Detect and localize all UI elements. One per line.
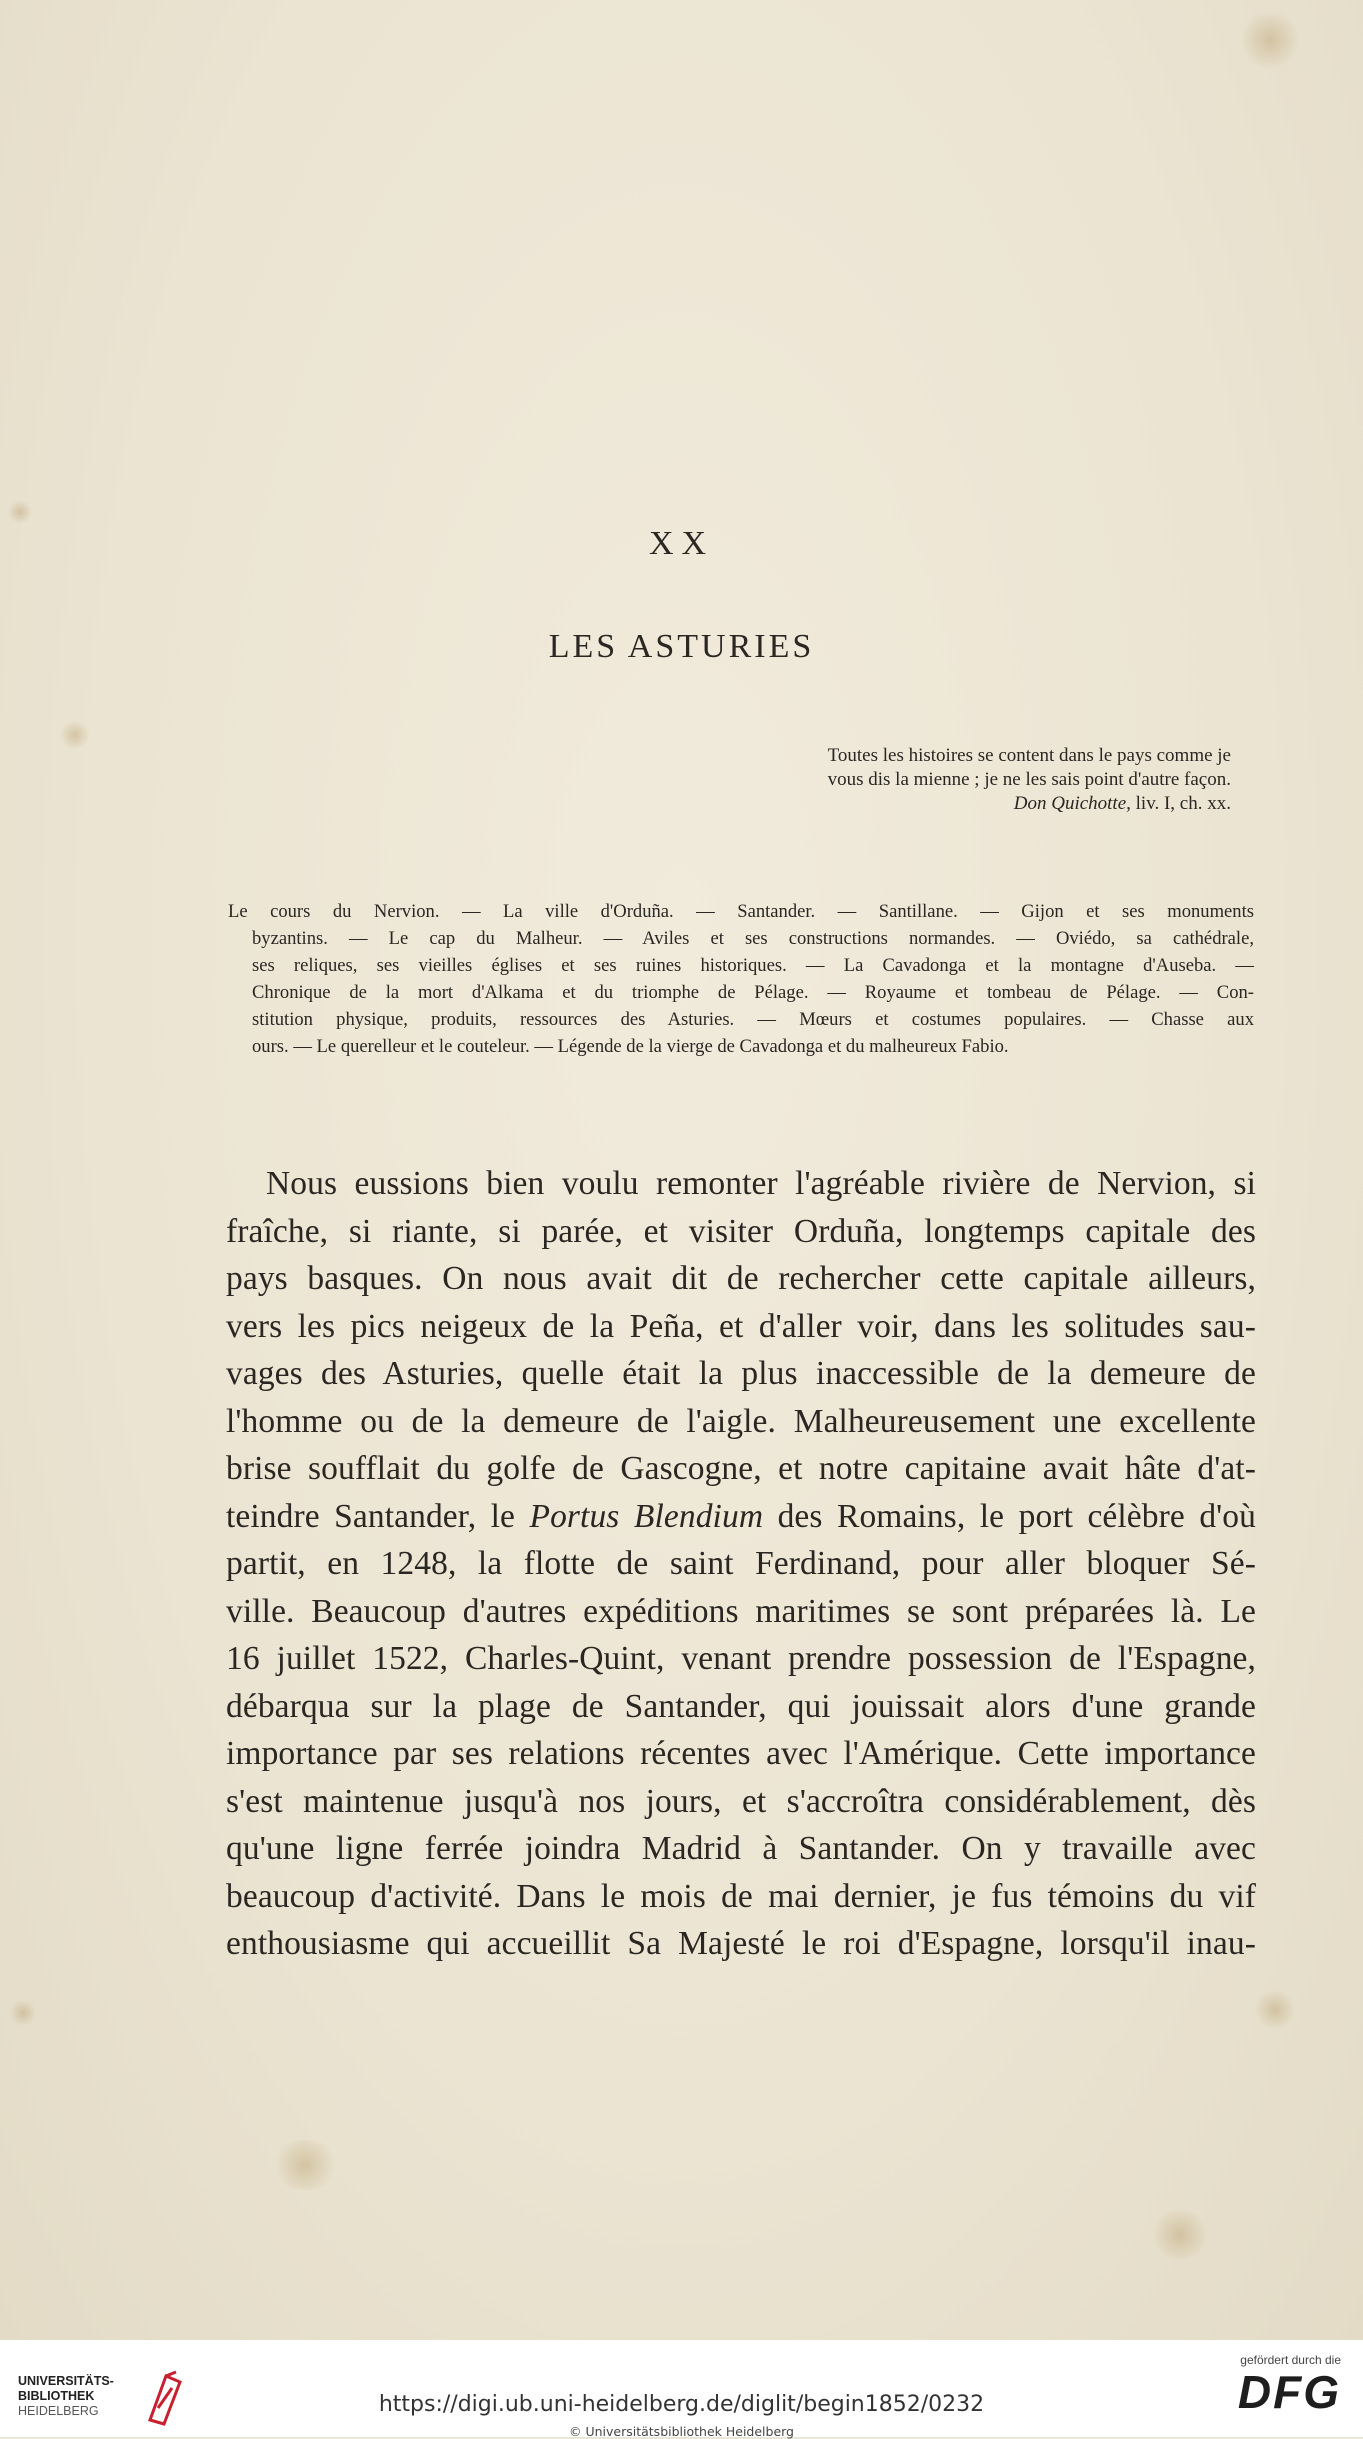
body-line: importance par ses relations récentes avec l'Amérique. Cette importance xyxy=(226,1735,1256,1772)
body-line-start: teindre Santander, le xyxy=(226,1497,530,1535)
summary-line: stitution physique, produits, ressources des Asturies. — Mœurs et costumes populaires. — Chasse aux xyxy=(252,1009,1254,1030)
chapter-number: XX xyxy=(648,525,715,562)
body-line: beaucoup d'activité. Dans le mois de mai dernier, je fus témoins du vif xyxy=(226,1877,1256,1915)
foxing-stain xyxy=(10,2000,36,2026)
summary-line: byzantins. — Le cap du Malheur. — Aviles et ses constructions normandes. — Oviédo, sa cathédrale, xyxy=(252,928,1254,949)
footer-bar xyxy=(0,2340,1363,2437)
epigraph-line: vous dis la mienne ; je ne les sais point d'autre façon. xyxy=(827,769,1231,790)
foxing-stain xyxy=(1255,1990,1295,2030)
body-line: 16 juillet 1522, Charles-Quint, venant prendre possession de l'Espagne, xyxy=(226,1640,1256,1677)
foxing-stain xyxy=(8,500,32,524)
epigraph-line: Toutes les histoires se content dans le pays comme je xyxy=(827,745,1231,766)
body-line-italic: Portus Blendium xyxy=(529,1497,764,1535)
body-line: vers les pics neigeux de la Peña, et d'aller voir, dans les solitudes sau- xyxy=(226,1307,1256,1345)
summary-line: ours. — Le querelleur et le couteleur. — Légende de la vierge de Cavadonga et du malheureux Fabio. xyxy=(252,1036,1009,1057)
body-line: brise soufflait du golfe de Gascogne, et notre capitaine avait hâte d'at- xyxy=(226,1450,1256,1487)
body-line: ville. Beaucoup d'autres expéditions maritimes se sont préparées là. Le xyxy=(226,1592,1256,1630)
body-line: s'est maintenue jusqu'à nos jours, et s'accroîtra considérablement, dès xyxy=(226,1782,1256,1820)
body-line: Nous eussions bien voulu remonter l'agréable rivière de Nervion, si xyxy=(266,1165,1256,1202)
foxing-stain xyxy=(1150,2210,1210,2260)
body-text xyxy=(226,1160,1256,1968)
epigraph xyxy=(531,744,1231,816)
chapter-title: LES ASTURIES xyxy=(548,628,815,665)
summary-line: Chronique de la mort d'Alkama et du triomphe de Pélage. — Royaume et tombeau de Pélage. — Con- xyxy=(252,982,1254,1003)
body-line: partit, en 1248, la flotte de saint Ferdinand, pour aller bloquer Sé- xyxy=(226,1545,1256,1582)
body-line: qu'une ligne ferrée joindra Madrid à Santander. On y travaille avec xyxy=(226,1830,1256,1867)
permalink-url[interactable]: https://digi.ub.uni-heidelberg.de/diglit/begin1852/0232 xyxy=(378,2392,985,2417)
dfg-sponsor[interactable] xyxy=(1209,2353,1341,2433)
body-line xyxy=(226,1493,1256,1541)
body-line: pays basques. On nous avait dit de rechercher cette capitale ailleurs, xyxy=(226,1260,1256,1297)
library-name-line1: UNIVERSITÄTS- xyxy=(18,2374,114,2388)
body-line: fraîche, si riante, si parée, et visiter Orduña, longtemps capitale des xyxy=(226,1212,1256,1250)
body-line: vages des Asturies, quelle était la plus inaccessible de la demeure de xyxy=(226,1355,1256,1392)
epigraph-reference: liv. I, ch. xx. xyxy=(1130,793,1231,814)
summary-line: Le cours du Nervion. — La ville d'Orduña. — Santander. — Santillane. — Gijon et ses monuments xyxy=(228,901,1254,922)
epigraph-work: Don Quichotte, xyxy=(1013,793,1131,814)
dfg-logo: DFG xyxy=(1237,2366,1341,2418)
epigraph-attribution xyxy=(531,792,1231,816)
body-line: l'homme ou de la demeure de l'aigle. Malheureusement une excellente xyxy=(226,1402,1256,1440)
sponsor-label: gefördert durch die xyxy=(1240,2353,1341,2367)
library-name-line2: BIBLIOTHEK xyxy=(18,2389,95,2403)
library-name-line3: HEIDELBERG xyxy=(18,2404,99,2418)
chapter-summary xyxy=(228,898,1254,1060)
body-line: débarqua sur la plage de Santander, qui jouissait alors d'une grande xyxy=(226,1687,1256,1725)
copyright-notice: © Universitätsbibliothek Heidelberg xyxy=(568,2424,794,2439)
foxing-stain xyxy=(1240,10,1300,70)
foxing-stain xyxy=(270,2140,340,2190)
body-line-end: des Romains, le port célèbre d'où xyxy=(763,1497,1256,1535)
summary-line: ses reliques, ses vieilles églises et ses ruines historiques. — La Cavadonga et la montagne d'Auseba. — xyxy=(252,955,1254,976)
foxing-stain xyxy=(60,720,90,750)
body-line: enthousiasme qui accueillit Sa Majesté le roi d'Espagne, lorsqu'il inau- xyxy=(226,1925,1256,1962)
